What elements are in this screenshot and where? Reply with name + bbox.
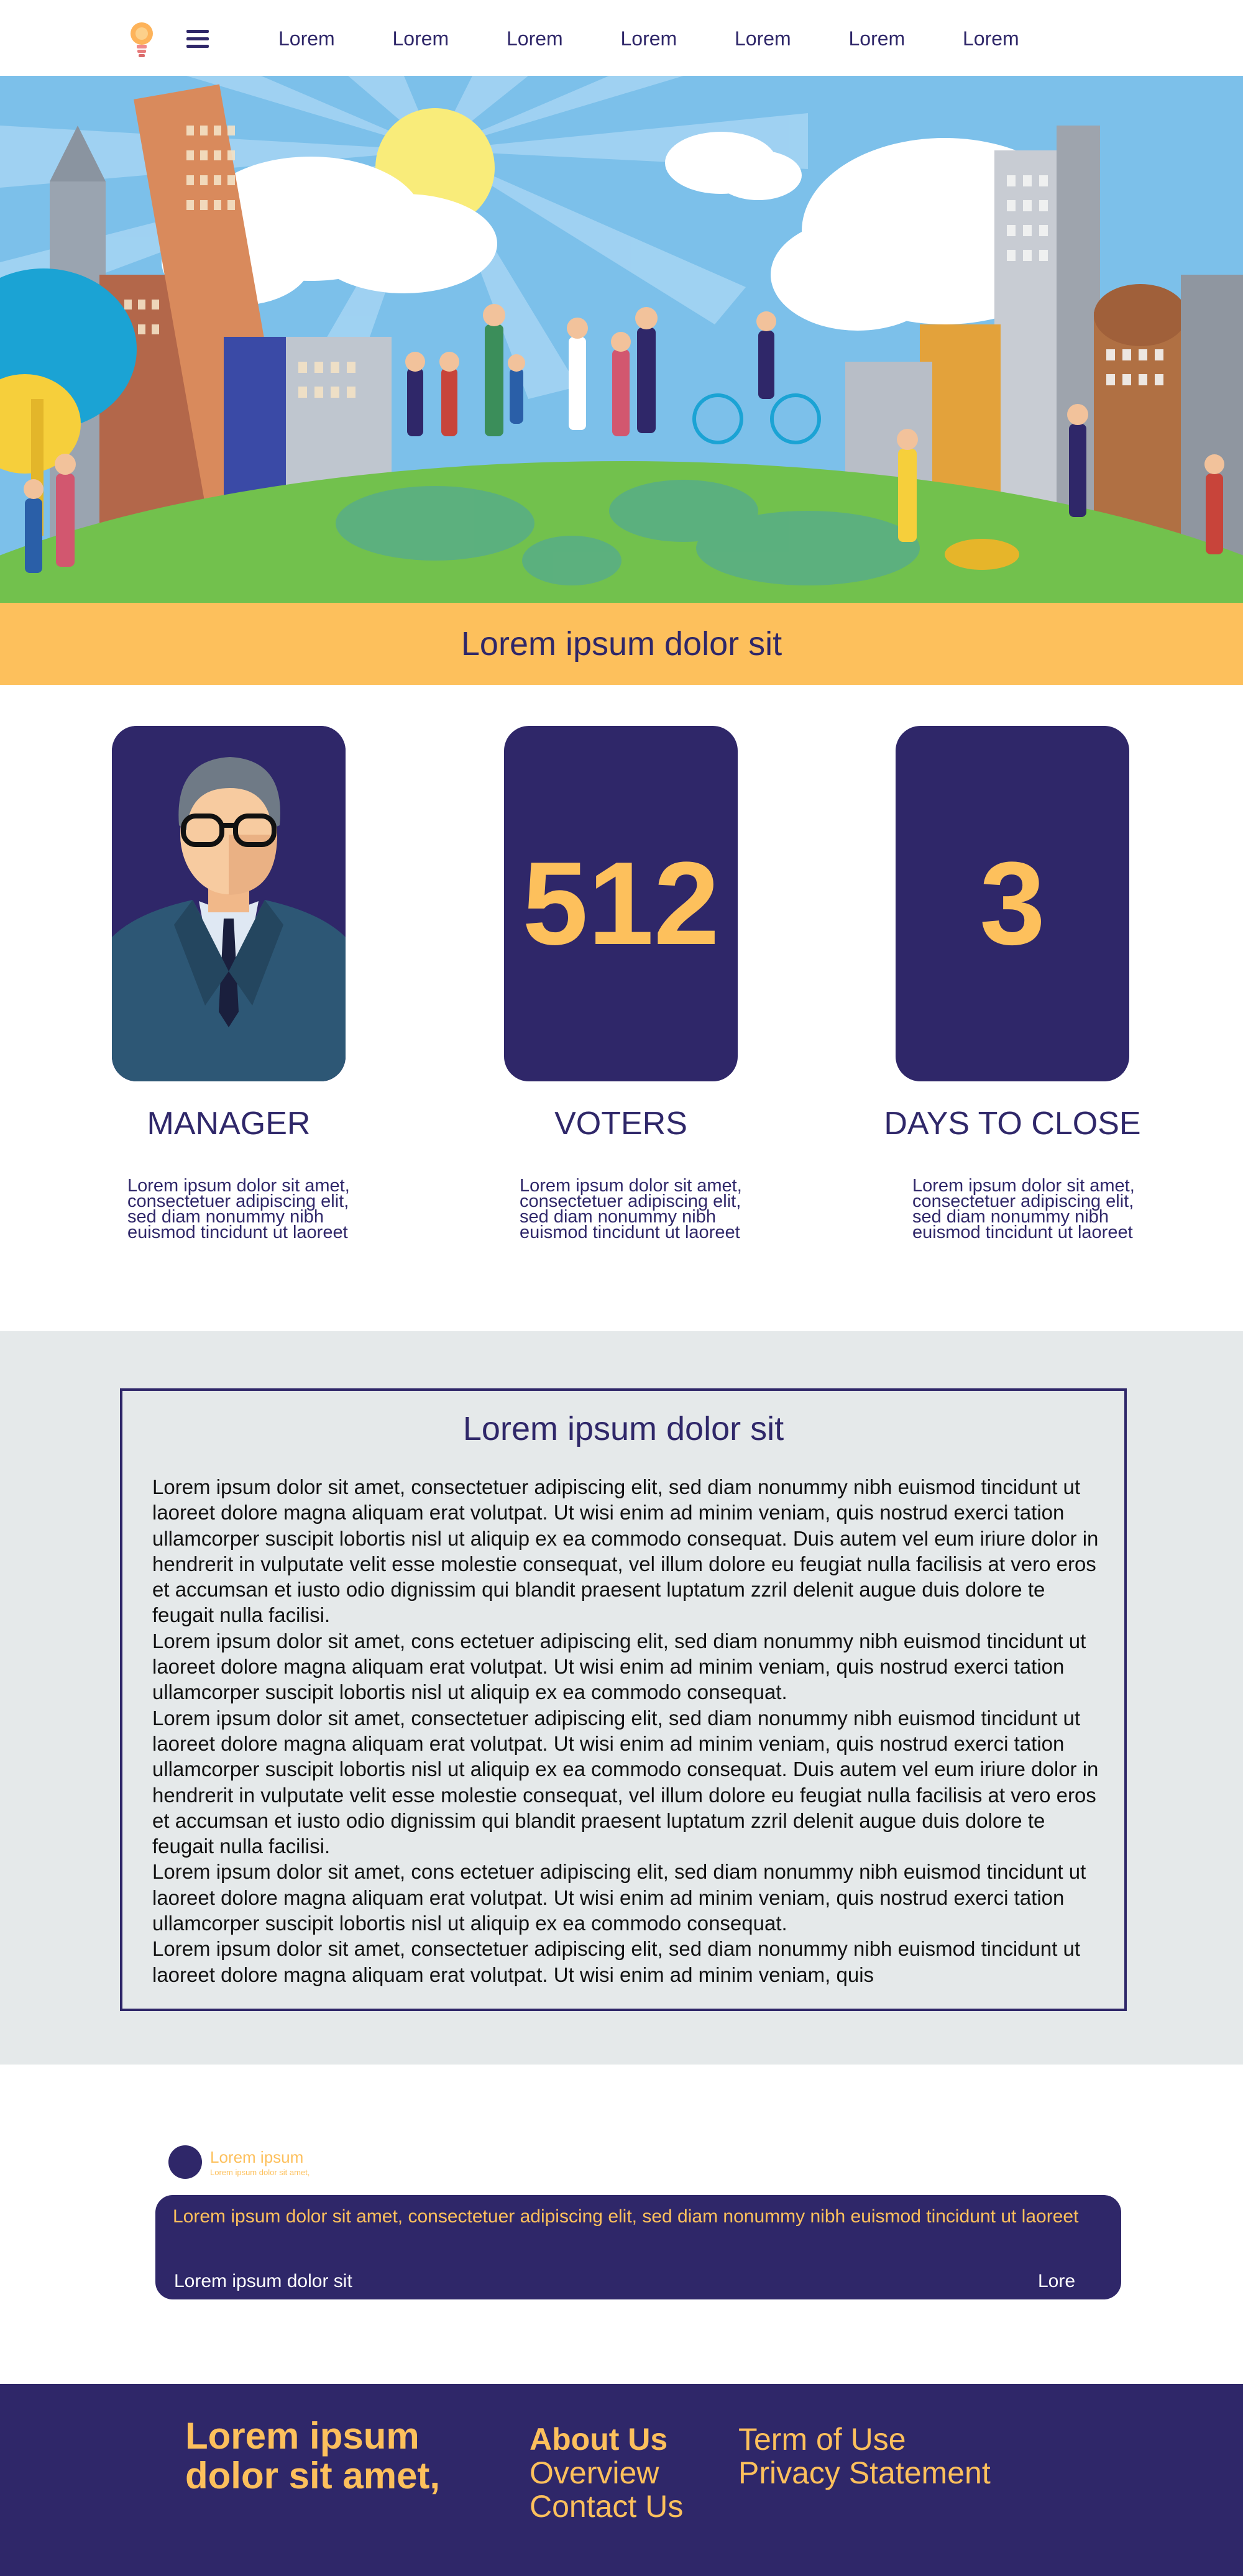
article-paragraph: Lorem ipsum dolor sit amet, cons ectetuer adipiscing elit, sed diam nonummy nibh euismod tincidunt ut laoreet dolore magna aliquam erat volutpat. Ut wisi enim ad minim veniam, quis nostrud exerci tation ullamcorper suscipit lobortis nisl ut aliquip ex ea commodo consequat. — [152, 1860, 1086, 1935]
comment-box — [155, 2195, 1121, 2299]
footer-tagline: Lorem ipsum dolor sit amet, — [185, 2415, 441, 2496]
comment-avatar — [168, 2145, 202, 2179]
article-paragraph: Lorem ipsum dolor sit amet, consectetuer adipiscing elit, sed diam nonummy nibh euismod tincidunt ut laoreet dolore magna aliquam erat volutpat. Ut wisi enim ad minim veniam, quis nostrud exerci tation ullamcorper suscipit lobortis nisl ut aliquip ex ea commodo consequat. Duis autem vel eum iriure dolor in hendrerit in vulputate velit esse molestie consequat, vel illum dolore eu feugiat nulla facilisis at vero eros et accumsan et iusto odio dignissim qui blandit praesent luptatum zzril delenit augue duis dolore te feugait nulla facilisi. — [152, 1475, 1099, 1627]
footer-link-privacy[interactable]: Privacy Statement — [738, 2455, 991, 2490]
days-label: DAYS TO CLOSE — [884, 1106, 1141, 1142]
nav-link-1[interactable]: Lorem — [278, 27, 335, 50]
comment-text: Lorem ipsum dolor sit amet, consectetuer adipiscing elit, sed diam nonummy nibh euismod tincidunt ut laoreet — [173, 2206, 1079, 2227]
article-paragraph: Lorem ipsum dolor sit amet, consectetuer adipiscing elit, sed diam nonummy nibh euismod tincidunt ut laoreet dolore magna aliquam erat volutpat. Ut wisi enim ad minim veniam, quis — [152, 1937, 1081, 1986]
top-navbar — [0, 0, 1243, 76]
footer-link-contact[interactable]: Contact Us — [530, 2489, 684, 2524]
hero-illustration — [0, 76, 1243, 603]
nav-links — [278, 27, 1077, 50]
footer-links-col-2 — [738, 2422, 991, 2490]
footer — [0, 2384, 1243, 2576]
voters-count: 512 — [522, 838, 720, 969]
footer-link-overview[interactable]: Overview — [530, 2455, 659, 2490]
voters-label: VOTERS — [554, 1106, 687, 1142]
lightbulb-icon[interactable] — [127, 20, 157, 61]
article-paragraph: Lorem ipsum dolor sit amet, consectetuer adipiscing elit, sed diam nonummy nibh euismod tincidunt ut laoreet dolore magna aliquam erat volutpat. Ut wisi enim ad minim veniam, quis nostrud exerci tation ullamcorper suscipit lobortis nisl ut aliquip ex ea commodo consequat. Duis autem vel eum iriure dolor in hendrerit in vulputate velit esse molestie consequat, vel illum dolore eu feugiat nulla facilisis at vero eros et accumsan et iusto odio dignissim qui blandit praesent luptatum zzril delenit augue duis dolore te feugait nulla facilisi. — [152, 1706, 1099, 1858]
manager-avatar — [112, 726, 346, 1081]
nav-link-4[interactable]: Lorem — [620, 27, 677, 50]
footer-link-about[interactable]: About Us — [530, 2422, 668, 2457]
voters-card[interactable] — [504, 726, 738, 1081]
manager-card[interactable] — [112, 726, 346, 1081]
article-paragraph: Lorem ipsum dolor sit amet, cons ectetuer adipiscing elit, sed diam nonummy nibh euismod tincidunt ut laoreet dolore magna aliquam erat volutpat. Ut wisi enim ad minim veniam, quis nostrud exerci tation ullamcorper suscipit lobortis nisl ut aliquip ex ea commodo consequat. — [152, 1629, 1086, 1704]
hamburger-menu-icon[interactable] — [186, 30, 209, 48]
article-title: Lorem ipsum dolor sit — [462, 1410, 784, 1447]
comment-footer-text: Lorem ipsum dolor sit — [174, 2271, 352, 2291]
nav-link-5[interactable]: Lorem — [735, 27, 791, 50]
stats-cards — [0, 726, 1243, 1268]
days-card[interactable] — [896, 726, 1129, 1081]
manager-description: Lorem ipsum dolor sit amet, consectetuer adipiscing elit, sed diam nonummy nibh euismod tincidunt ut laoreet — [127, 1176, 350, 1242]
comment-footer-link[interactable]: Lore — [1037, 2271, 1075, 2291]
nav-link-6[interactable]: Lorem — [848, 27, 906, 50]
footer-link-terms[interactable]: Term of Use — [738, 2422, 906, 2457]
comment-author-name: Lorem ipsum — [210, 2148, 304, 2166]
nav-link-2[interactable]: Lorem — [392, 27, 449, 50]
headline-banner — [0, 603, 1243, 685]
article-section — [0, 1331, 1243, 2065]
nav-link-3[interactable]: Lorem — [507, 27, 563, 50]
banner-title: Lorem ipsum dolor sit — [461, 625, 782, 662]
days-count: 3 — [979, 838, 1045, 969]
voters-description: Lorem ipsum dolor sit amet, consectetuer adipiscing elit, sed diam nonummy nibh euismod tincidunt ut laoreet — [520, 1176, 742, 1242]
footer-links-col-1 — [530, 2422, 683, 2523]
comment-author-subtitle: Lorem ipsum dolor sit amet, — [210, 2168, 310, 2177]
article-body — [152, 1474, 1103, 2002]
article-box — [120, 1388, 1127, 2011]
nav-link-7[interactable]: Lorem — [963, 27, 1019, 50]
manager-label: MANAGER — [147, 1106, 311, 1142]
days-description: Lorem ipsum dolor sit amet, consectetuer adipiscing elit, sed diam nonummy nibh euismod tincidunt ut laoreet — [912, 1176, 1135, 1242]
